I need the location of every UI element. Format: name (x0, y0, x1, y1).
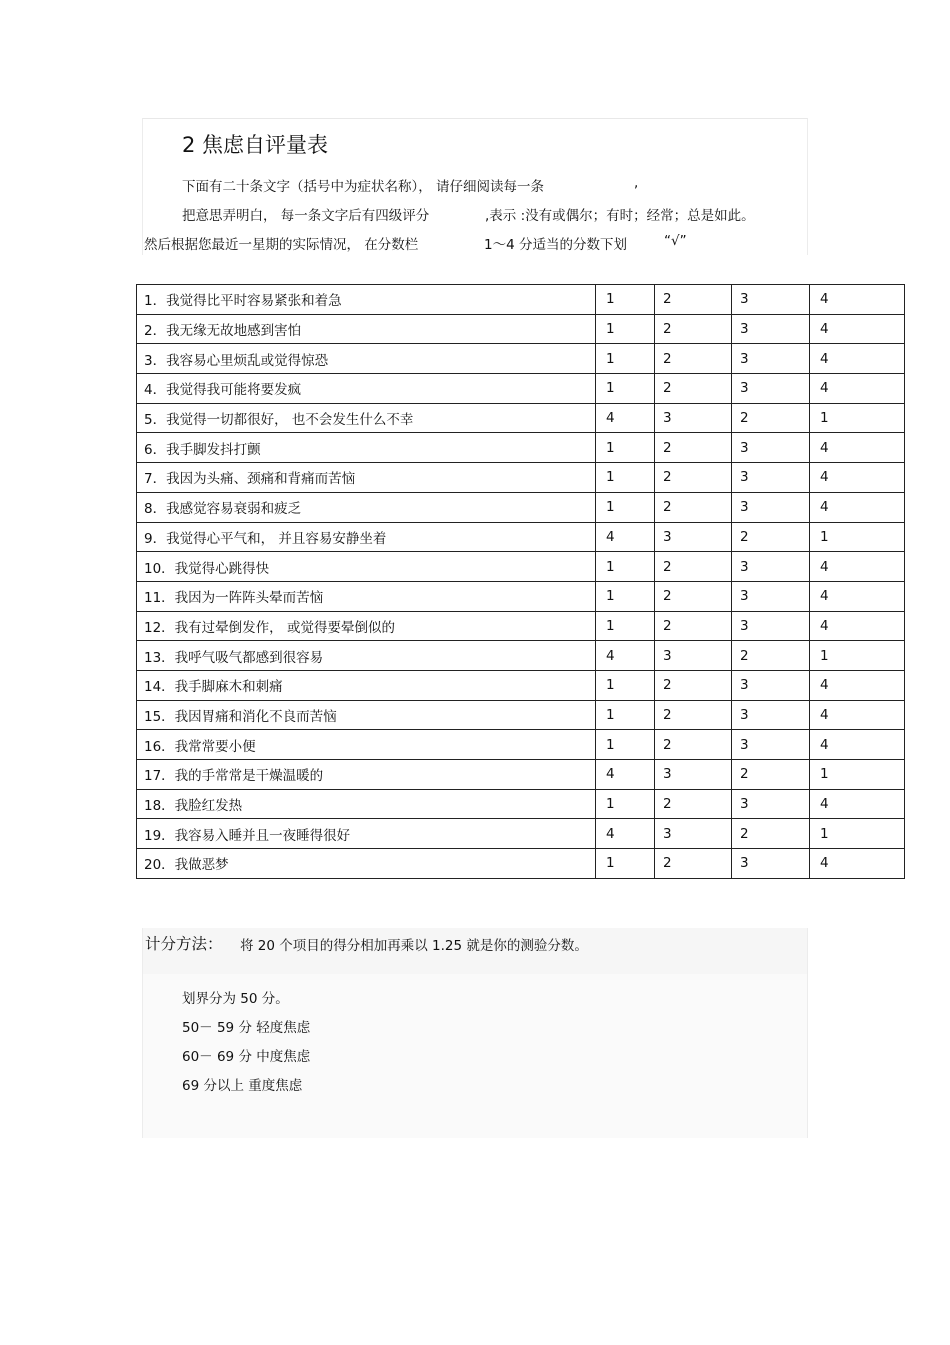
score-cell[interactable]: 4 (810, 463, 905, 493)
table-row (137, 670, 905, 700)
table-row (137, 314, 905, 344)
table-row (137, 374, 905, 404)
score-cell[interactable]: 1 (596, 433, 655, 463)
score-cell[interactable]: 2 (655, 611, 732, 641)
score-cell[interactable]: 4 (596, 641, 655, 671)
item-text: 4．我觉得我可能将要发疯 (137, 374, 596, 404)
table-row (137, 492, 905, 522)
score-cell[interactable]: 3 (732, 344, 810, 374)
score-cell[interactable]: 3 (655, 641, 732, 671)
item-text: 3．我容易心里烦乱或觉得惊恐 (137, 344, 596, 374)
score-cell[interactable]: 4 (596, 760, 655, 790)
score-cell[interactable]: 3 (732, 670, 810, 700)
score-cell[interactable]: 4 (810, 670, 905, 700)
intro-line-1: 下面有二十条文字（括号中为症状名称）， 请仔细阅读每一条 (182, 179, 545, 195)
score-cell[interactable]: 2 (655, 849, 732, 879)
table-row (137, 581, 905, 611)
table-row (137, 403, 905, 433)
score-cell[interactable]: 3 (732, 314, 810, 344)
score-cell[interactable]: 4 (810, 344, 905, 374)
item-text: 5．我觉得一切都很好， 也不会发生什么不幸 (137, 403, 596, 433)
scale-table (136, 284, 905, 879)
table-row (137, 789, 905, 819)
score-cell[interactable]: 4 (810, 492, 905, 522)
score-cell[interactable]: 4 (810, 789, 905, 819)
item-text: 15．我因胃痛和消化不良而苦恼 (137, 700, 596, 730)
item-text: 7．我因为头痛、颈痛和背痛而苦恼 (137, 463, 596, 493)
score-cell[interactable]: 2 (732, 403, 810, 433)
band-moderate: 60－ 69 分 中度焦虑 (182, 1049, 311, 1065)
score-cell[interactable]: 1 (596, 285, 655, 315)
score-cell[interactable]: 1 (596, 374, 655, 404)
cutoff-text: 划界分为 50 分。 (182, 991, 289, 1007)
item-text: 6．我手脚发抖打颤 (137, 433, 596, 463)
score-cell[interactable]: 2 (655, 552, 732, 582)
score-cell[interactable]: 4 (596, 403, 655, 433)
score-cell[interactable]: 2 (655, 374, 732, 404)
score-cell[interactable]: 4 (810, 700, 905, 730)
score-cell[interactable]: 1 (596, 463, 655, 493)
score-cell[interactable]: 1 (596, 344, 655, 374)
score-cell[interactable]: 4 (810, 433, 905, 463)
score-cell[interactable]: 2 (732, 819, 810, 849)
item-text: 11．我因为一阵阵头晕而苦恼 (137, 581, 596, 611)
score-cell[interactable]: 1 (810, 760, 905, 790)
score-cell[interactable]: 3 (732, 374, 810, 404)
score-cell[interactable]: 3 (655, 819, 732, 849)
table-row (137, 285, 905, 315)
score-cell[interactable]: 2 (655, 789, 732, 819)
score-cell[interactable]: 1 (810, 819, 905, 849)
score-cell[interactable]: 1 (596, 581, 655, 611)
item-text: 18．我脸红发热 (137, 789, 596, 819)
score-cell[interactable]: 4 (810, 849, 905, 879)
score-cell[interactable]: 2 (732, 522, 810, 552)
score-cell[interactable]: 2 (655, 700, 732, 730)
intro-line-1-comma: , (634, 175, 639, 191)
table-row (137, 433, 905, 463)
score-cell[interactable]: 4 (596, 522, 655, 552)
score-cell[interactable]: 1 (596, 849, 655, 879)
score-cell[interactable]: 1 (596, 730, 655, 760)
score-cell[interactable]: 3 (732, 463, 810, 493)
score-cell[interactable]: 3 (655, 760, 732, 790)
score-cell[interactable]: 4 (810, 611, 905, 641)
scoring-method-text: 将 20 个项目的得分相加再乘以 1.25 就是你的测验分数。 (240, 938, 588, 954)
score-cell[interactable]: 2 (655, 730, 732, 760)
score-cell[interactable]: 2 (655, 344, 732, 374)
item-text: 9．我觉得心平气和， 并且容易安静坐着 (137, 522, 596, 552)
score-cell[interactable]: 1 (596, 314, 655, 344)
score-cell[interactable]: 3 (732, 581, 810, 611)
score-cell[interactable]: 4 (810, 552, 905, 582)
score-cell[interactable]: 3 (732, 700, 810, 730)
table-row (137, 522, 905, 552)
score-cell[interactable]: 1 (810, 403, 905, 433)
intro-line-3-check: “√” (664, 233, 687, 249)
item-text: 2．我无缘无故地感到害怕 (137, 314, 596, 344)
item-text: 12．我有过晕倒发作， 或觉得要晕倒似的 (137, 611, 596, 641)
score-cell[interactable]: 3 (655, 403, 732, 433)
score-cell[interactable]: 2 (655, 581, 732, 611)
item-text: 20．我做恶梦 (137, 849, 596, 879)
item-text: 1．我觉得比平时容易紧张和着急 (137, 285, 596, 315)
score-cell[interactable]: 3 (732, 730, 810, 760)
score-cell[interactable]: 4 (596, 819, 655, 849)
scoring-label: 计分方法： (145, 935, 223, 953)
score-cell[interactable]: 3 (732, 611, 810, 641)
score-cell[interactable]: 1 (596, 670, 655, 700)
item-text: 17．我的手常常是干燥温暖的 (137, 760, 596, 790)
score-cell[interactable]: 4 (810, 374, 905, 404)
table-row (137, 760, 905, 790)
table-row (137, 700, 905, 730)
page-title: 2 焦虑自评量表 (182, 133, 329, 157)
score-cell[interactable]: 1 (596, 611, 655, 641)
score-cell[interactable]: 3 (732, 552, 810, 582)
score-cell[interactable]: 3 (732, 789, 810, 819)
item-text: 13．我呼气吸气都感到很容易 (137, 641, 596, 671)
intro-line-2-legend: ,表示 :没有或偶尔；有时；经常；总是如此。 (485, 208, 755, 224)
intro-line-2: 把意思弄明白， 每一条文字后有四级评分 (182, 208, 430, 224)
score-cell[interactable]: 2 (732, 760, 810, 790)
score-cell[interactable]: 4 (810, 730, 905, 760)
item-text: 8．我感觉容易衰弱和疲乏 (137, 492, 596, 522)
score-cell[interactable]: 2 (655, 492, 732, 522)
score-cell[interactable]: 1 (596, 552, 655, 582)
intro-line-3-range: 1～4 分适当的分数下划 (484, 237, 627, 253)
band-severe: 69 分以上 重度焦虑 (182, 1078, 303, 1094)
score-cell[interactable]: 2 (655, 433, 732, 463)
score-cell[interactable]: 4 (810, 285, 905, 315)
table-row (137, 641, 905, 671)
table-row (137, 463, 905, 493)
score-cell[interactable]: 1 (810, 522, 905, 552)
score-cell[interactable]: 2 (655, 670, 732, 700)
score-cell[interactable]: 2 (732, 641, 810, 671)
score-cell[interactable]: 4 (810, 581, 905, 611)
score-cell[interactable]: 3 (732, 849, 810, 879)
score-cell[interactable]: 1 (810, 641, 905, 671)
item-text: 10．我觉得心跳得快 (137, 552, 596, 582)
score-cell[interactable]: 4 (810, 314, 905, 344)
band-mild: 50－ 59 分 轻度焦虑 (182, 1020, 311, 1036)
table-row (137, 730, 905, 760)
table-row (137, 611, 905, 641)
score-cell[interactable]: 2 (655, 463, 732, 493)
table-row (137, 849, 905, 879)
score-cell[interactable]: 1 (596, 700, 655, 730)
score-cell[interactable]: 2 (655, 285, 732, 315)
score-cell[interactable]: 3 (732, 492, 810, 522)
item-text: 14．我手脚麻木和刺痛 (137, 670, 596, 700)
item-text: 19．我容易入睡并且一夜睡得很好 (137, 819, 596, 849)
intro-line-3: 然后根据您最近一星期的实际情况， 在分数栏 (144, 237, 419, 253)
table-row (137, 344, 905, 374)
item-text: 16．我常常要小便 (137, 730, 596, 760)
score-cell[interactable]: 1 (596, 492, 655, 522)
score-cell[interactable]: 3 (732, 433, 810, 463)
score-cell[interactable]: 3 (732, 285, 810, 315)
table-row (137, 819, 905, 849)
table-row (137, 552, 905, 582)
score-cell[interactable]: 3 (655, 522, 732, 552)
score-cell[interactable]: 2 (655, 314, 732, 344)
score-cell[interactable]: 1 (596, 789, 655, 819)
